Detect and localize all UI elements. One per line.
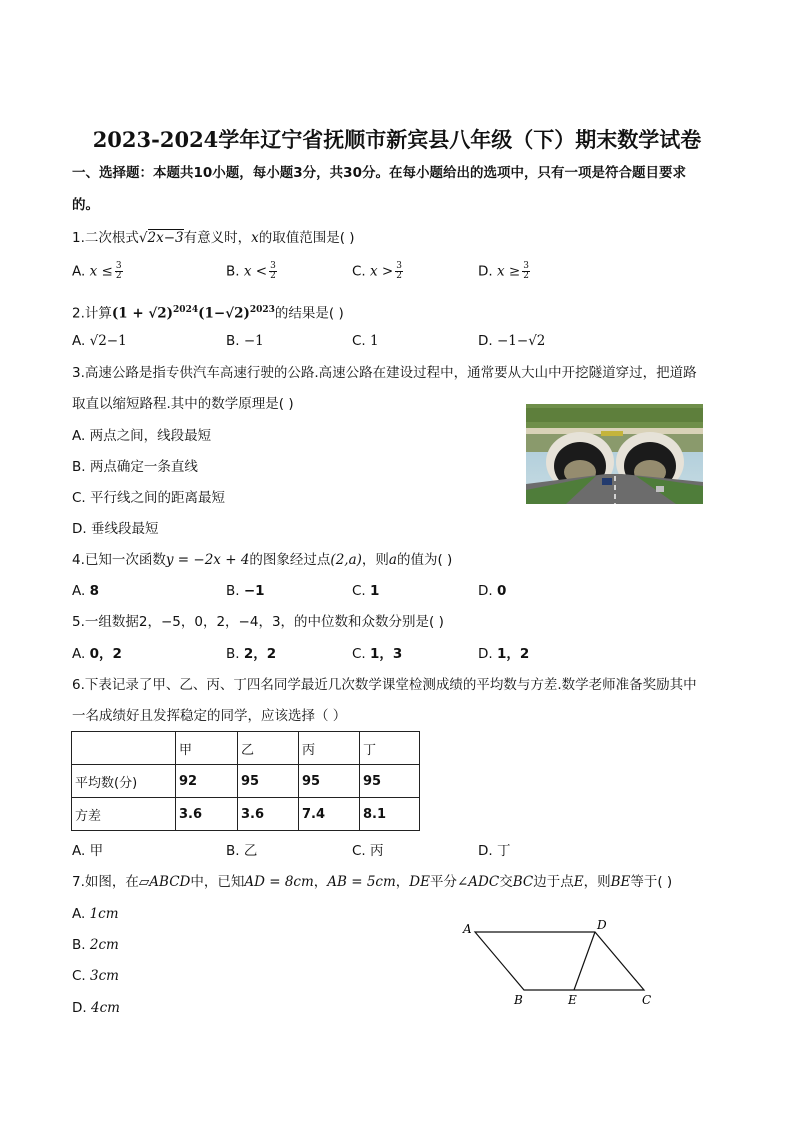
option-label: B. xyxy=(226,843,240,859)
fraction-num: 3 xyxy=(396,261,402,271)
fraction xyxy=(522,262,530,281)
option-text: 丁 xyxy=(496,843,511,859)
q4-mid2: ，则 xyxy=(361,552,389,568)
q4-pre: 4.已知一次函数 xyxy=(72,552,166,568)
question-1 xyxy=(72,229,355,247)
q4-option-a[interactable] xyxy=(72,582,99,600)
option-label: C. xyxy=(352,583,366,599)
option-text: 2cm xyxy=(89,937,119,953)
option-label: B. xyxy=(226,646,240,662)
q7-be: BE xyxy=(610,874,631,890)
q2-exp1: 2024 xyxy=(173,305,199,315)
table-cell: 平均数(分) xyxy=(72,765,176,798)
q6-option-d[interactable] xyxy=(478,842,510,860)
q2-pre: 2.计算 xyxy=(72,305,112,322)
q4-func: y = −2x + 4 xyxy=(165,552,250,568)
q3-option-a[interactable] xyxy=(72,427,211,445)
option-text: 丙 xyxy=(370,843,384,859)
option-text: −1 xyxy=(243,583,265,599)
q1-option-c[interactable] xyxy=(352,262,403,281)
q2-option-b[interactable] xyxy=(226,332,264,350)
score-table xyxy=(71,731,420,831)
q7-angle: ∠ADC xyxy=(456,874,500,890)
q4-post: 的值为( ) xyxy=(396,552,453,568)
q4-option-c[interactable] xyxy=(352,582,379,600)
option-text: 1，2 xyxy=(496,646,530,662)
question-4 xyxy=(72,551,452,569)
fraction-num: 3 xyxy=(523,261,529,271)
option-text: 两点之间，线段最短 xyxy=(89,428,212,444)
q5-option-d[interactable] xyxy=(478,645,529,663)
option-text: 甲 xyxy=(89,843,104,859)
option-text: 1，3 xyxy=(370,646,403,662)
table-cell: 95 xyxy=(238,765,299,798)
q7-e: E xyxy=(573,874,584,890)
q7-mid5: ，则 xyxy=(583,874,611,890)
q3-option-b[interactable] xyxy=(72,458,198,476)
q4-var: a xyxy=(388,552,397,568)
q7-sep: ， xyxy=(313,874,328,890)
table-row xyxy=(72,765,420,798)
table-header-row xyxy=(72,732,420,765)
fraction-den: 2 xyxy=(396,271,402,281)
q7-option-a[interactable] xyxy=(72,905,119,923)
option-label: D. xyxy=(72,521,87,537)
q2-exp2: 2023 xyxy=(249,305,275,315)
question-6-line1: 6.下表记录了甲、乙、丙、丁四名同学最近几次数学课堂检测成绩的平均数与方差.数学老师准备奖励其中 xyxy=(72,677,697,693)
q7-post: 等于( ) xyxy=(630,874,673,890)
parallelogram-abcd xyxy=(475,932,644,990)
option-label: D. xyxy=(478,333,493,349)
option-rel: x > xyxy=(370,263,394,280)
option-text: 0 xyxy=(496,583,507,599)
option-text: 1cm xyxy=(89,906,119,922)
option-label: A. xyxy=(72,843,86,859)
option-text: 两点确定一条直线 xyxy=(89,459,198,475)
q4-point: (2,a) xyxy=(330,552,362,568)
q7-de: DE xyxy=(409,874,430,890)
fraction-den: 2 xyxy=(115,271,122,281)
option-label: C. xyxy=(352,333,366,349)
option-text: 3cm xyxy=(90,968,119,984)
table-cell: 丙 xyxy=(299,732,360,765)
option-text: 1 xyxy=(370,583,380,599)
table-cell: 乙 xyxy=(238,732,299,765)
question-6-line2: 一名成绩好且发挥稳定的同学，应该选择（ ） xyxy=(72,708,347,724)
table-cell: 92 xyxy=(176,765,238,798)
option-label: A. xyxy=(72,646,86,662)
fraction-num: 3 xyxy=(115,261,122,271)
q7-mid4: 边于点 xyxy=(533,874,574,890)
option-label: D. xyxy=(478,583,493,599)
option-label: B. xyxy=(226,263,240,280)
q1-radicand: 2x−3 xyxy=(147,230,184,246)
q4-option-d[interactable] xyxy=(478,582,506,600)
q6-option-c[interactable] xyxy=(352,842,384,860)
table-cell: 3.6 xyxy=(176,798,238,831)
q5-option-c[interactable] xyxy=(352,645,402,663)
fraction xyxy=(115,262,123,281)
option-text: 乙 xyxy=(243,843,258,859)
option-text: 8 xyxy=(89,583,99,599)
q7-eq1: AD = 8cm xyxy=(244,874,314,890)
vertex-label-c: C xyxy=(642,993,652,1007)
table-cell xyxy=(72,732,176,765)
option-text: 4cm xyxy=(90,1000,120,1016)
tunnel-photo xyxy=(526,404,703,504)
option-rel: x ≤ xyxy=(89,263,113,280)
option-label: C. xyxy=(352,843,366,859)
option-label: D. xyxy=(478,843,493,859)
question-7 xyxy=(72,873,672,891)
section-heading: 一、选择题：本题共10小题，每小题3分，共30分。在每小题给出的选项中，只有一项是符合题目要求 xyxy=(72,165,686,181)
q7-mid3: 交 xyxy=(499,874,513,890)
q6-option-a[interactable] xyxy=(72,842,103,860)
q7-para: ▱ABCD xyxy=(138,874,191,890)
q7-pre: 7.如图，在 xyxy=(72,874,139,890)
q7-sep2: ， xyxy=(395,874,410,890)
q2-post: 的结果是( ) xyxy=(274,305,344,322)
section-heading-cont: 的。 xyxy=(72,197,99,213)
fraction-den: 2 xyxy=(523,271,529,281)
q1-var: x xyxy=(251,230,259,246)
option-label: A. xyxy=(72,906,86,922)
q7-option-d[interactable] xyxy=(72,999,120,1017)
q1-post: 有意义时， xyxy=(183,230,252,246)
q2-option-c[interactable] xyxy=(352,332,379,350)
option-label: D. xyxy=(478,646,493,662)
fraction xyxy=(395,262,403,281)
option-label: C. xyxy=(352,646,366,662)
option-text: −1−√2 xyxy=(496,333,546,349)
option-label: C. xyxy=(72,968,86,984)
table-row xyxy=(72,798,420,831)
q1-option-a[interactable] xyxy=(72,262,123,281)
option-label: B. xyxy=(226,583,240,599)
table-cell: 甲 xyxy=(176,732,238,765)
option-label: C. xyxy=(72,490,86,506)
q1-pre: 1.二次根式 xyxy=(72,230,139,246)
tunnel-illustration xyxy=(526,404,703,504)
q1-option-d[interactable] xyxy=(478,262,530,281)
option-rel: x ≥ xyxy=(496,263,521,280)
vertex-label-b: B xyxy=(514,993,523,1007)
option-label: A. xyxy=(72,583,86,599)
question-5: 5.一组数据2，−5，0，2，−4，3，的中位数和众数分别是( ) xyxy=(72,614,444,630)
option-label: B. xyxy=(72,937,86,953)
option-text: 2，2 xyxy=(243,646,277,662)
question-3-line2: 取直以缩短路程.其中的数学原理是( ) xyxy=(72,396,294,412)
q7-option-c[interactable] xyxy=(72,967,119,985)
table-cell: 方差 xyxy=(72,798,176,831)
q1-post2: 的取值范围是( ) xyxy=(258,230,355,246)
option-rel: x < xyxy=(243,263,268,280)
table-cell: 丁 xyxy=(360,732,420,765)
option-text: √2−1 xyxy=(89,333,127,349)
q7-mid1: 中，已知 xyxy=(190,874,245,890)
q4-mid: 的图象经过点 xyxy=(249,552,331,568)
q4-option-b[interactable] xyxy=(226,582,265,600)
q2-option-a[interactable] xyxy=(72,332,127,350)
option-text: 垂线段最短 xyxy=(90,521,159,537)
table-cell: 8.1 xyxy=(360,798,420,831)
option-label: A. xyxy=(72,333,86,349)
option-label: A. xyxy=(72,428,86,444)
q5-option-b[interactable] xyxy=(226,645,276,663)
q5-option-a[interactable] xyxy=(72,645,122,663)
option-label: A. xyxy=(72,263,86,280)
fraction-den: 2 xyxy=(270,271,276,281)
page-title: 2023-2024学年辽宁省抚顺市新宾县八年级（下）期末数学试卷 xyxy=(92,127,702,152)
q1-option-b[interactable] xyxy=(226,262,277,281)
q2-expr1: (1 + √2) xyxy=(111,305,174,322)
q7-mid2: 平分 xyxy=(429,874,457,890)
q2-expr2: (1−√2) xyxy=(198,305,250,322)
segment-de xyxy=(574,932,595,990)
option-label: D. xyxy=(72,1000,87,1016)
q7-option-b[interactable] xyxy=(72,936,119,954)
option-text: 0，2 xyxy=(89,646,122,662)
q7-bc: BC xyxy=(512,874,534,890)
option-text: −1 xyxy=(243,333,264,349)
option-label: C. xyxy=(352,263,366,280)
q3-option-c[interactable] xyxy=(72,489,225,507)
option-text: 1 xyxy=(370,333,379,349)
vertex-label-e: E xyxy=(568,993,577,1007)
fraction xyxy=(269,262,277,281)
q2-option-d[interactable] xyxy=(478,332,545,350)
question-2 xyxy=(72,301,344,323)
q7-eq2: AB = 5cm xyxy=(327,874,396,890)
table-cell: 7.4 xyxy=(299,798,360,831)
table-cell: 95 xyxy=(360,765,420,798)
q6-option-b[interactable] xyxy=(226,842,257,860)
fraction-num: 3 xyxy=(270,261,276,271)
q3-option-d[interactable] xyxy=(72,520,158,538)
vertex-label-d: D xyxy=(597,918,607,932)
option-label: D. xyxy=(478,263,493,280)
parallelogram-figure xyxy=(458,913,658,1008)
option-label: B. xyxy=(72,459,86,475)
vertex-label-a: A xyxy=(463,922,472,936)
option-label: B. xyxy=(226,333,240,349)
question-3-line1: 3.高速公路是指专供汽车高速行驶的公路.高速公路在建设过程中，通常要从大山中开挖隧道穿过，把道路 xyxy=(72,365,697,381)
table-cell: 95 xyxy=(299,765,360,798)
table-cell: 3.6 xyxy=(238,798,299,831)
option-text: 平行线之间的距离最短 xyxy=(90,490,226,506)
sqrt-symbol: √ xyxy=(138,230,148,246)
